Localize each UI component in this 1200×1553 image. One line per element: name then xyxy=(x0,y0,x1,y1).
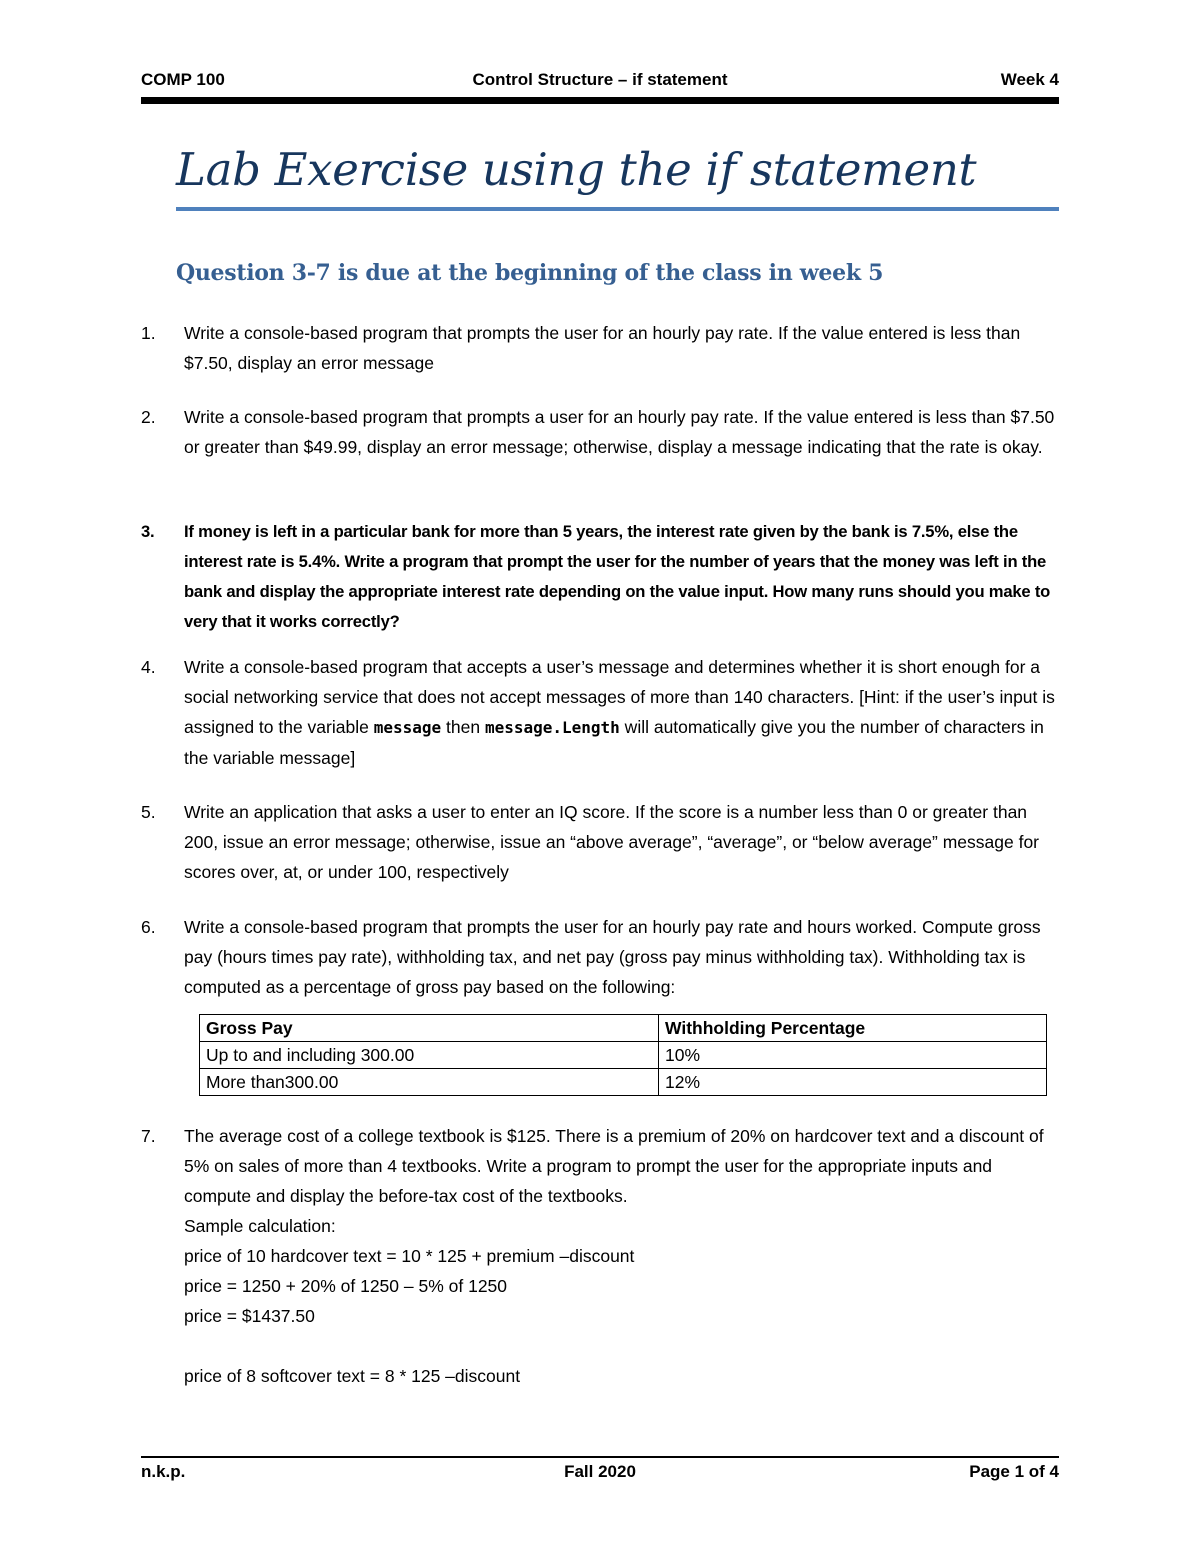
question-number: 6. xyxy=(141,917,156,937)
question-1 xyxy=(141,318,1061,378)
question-text-part: will automatically give you the number of characters in the variable message] xyxy=(184,717,1044,768)
question-text xyxy=(184,652,1061,773)
sample-line: price = 1250 + 20% of 1250 – 5% of 1250 xyxy=(184,1276,508,1296)
question-number: 2. xyxy=(141,407,156,427)
question-5 xyxy=(141,797,1061,887)
table-row xyxy=(200,1069,1047,1096)
question-4 xyxy=(141,652,1061,773)
header-course: COMP 100 xyxy=(141,70,225,89)
spacer xyxy=(184,1331,1061,1361)
title-underline xyxy=(176,207,1059,211)
due-notice-heading: Question 3-7 is due at the beginning of the class in week 5 xyxy=(176,260,884,286)
page-footer xyxy=(141,1462,1059,1488)
sample-line: price of 8 softcover text = 8 * 125 –discount xyxy=(184,1366,521,1386)
question-text: Write an application that asks a user to enter an IQ score. If the score is a number less than 0 or greater than 200, issue an error message; otherwise, issue an “above average”, “average”, or “below average” message for scores over, at, or under 100, respectively xyxy=(184,802,1040,882)
question-7 xyxy=(141,1121,1061,1391)
sample-calculation xyxy=(184,1211,1061,1391)
question-3 xyxy=(141,517,1061,637)
question-text: If money is left in a particular bank for more than 5 years, the interest rate given by the bank is 7.5%, else the interest rate is 5.4%. Write a program that prompt the user for the number of years that the money was left in the bank and display the appropriate interest rate depending on the value input. How many runs should you make to very that it works correctly? xyxy=(184,522,1051,631)
table-row xyxy=(200,1042,1047,1069)
question-text: Write a console-based program that prompts the user for an hourly pay rate and hours worked. Compute gross pay (hours times pay rate), withholding tax, and net pay (gross pay minus withholding tax). Withholding tax is computed as a percentage of gross pay based on the following: xyxy=(184,917,1041,997)
page-title: Lab Exercise using the if statement xyxy=(176,143,977,196)
withholding-table xyxy=(199,1014,1047,1096)
question-2 xyxy=(141,402,1061,462)
question-text-part: then xyxy=(441,717,485,737)
question-text: Write a console-based program that prompts a user for an hourly pay rate. If the value entered is less than $7.50 or greater than $49.99, display an error message; otherwise, display a message indicating that the rate is okay. xyxy=(184,407,1055,457)
sample-line: price = $1437.50 xyxy=(184,1306,315,1326)
header-rule xyxy=(141,97,1059,104)
table-header-cell: Gross Pay xyxy=(200,1015,659,1042)
question-6 xyxy=(141,912,1061,1002)
question-text: Write a console-based program that prompts the user for an hourly pay rate. If the value entered is less than $7.50, display an error message xyxy=(184,323,1021,373)
sample-label: Sample calculation: xyxy=(184,1216,336,1236)
table-cell: More than300.00 xyxy=(200,1069,659,1096)
sample-line: price of 10 hardcover text = 10 * 125 + premium –discount xyxy=(184,1246,635,1266)
footer-term: Fall 2020 xyxy=(564,1462,636,1481)
table-header-row xyxy=(200,1015,1047,1042)
table-cell: 12% xyxy=(659,1069,1047,1096)
header-topic: Control Structure – if statement xyxy=(472,70,728,89)
question-number: 4. xyxy=(141,657,156,677)
question-number: 7. xyxy=(141,1126,156,1146)
page-header xyxy=(141,70,1059,96)
question-number: 5. xyxy=(141,802,156,822)
footer-author: n.k.p. xyxy=(141,1462,186,1481)
table-header-cell: Withholding Percentage xyxy=(659,1015,1047,1042)
footer-page-number: Page 1 of 4 xyxy=(969,1462,1059,1481)
question-text-part: Write a console-based program that accepts a user’s message and determines whether it is short enough for a social networking service that does not accept messages of more than 140 characters. [Hint: if the user’s input is assigned to the variable xyxy=(184,657,1055,737)
header-week: Week 4 xyxy=(1000,70,1059,89)
table-cell: 10% xyxy=(659,1042,1047,1069)
code-message-length: message.Length xyxy=(484,718,620,737)
question-number: 3. xyxy=(141,522,155,541)
footer-rule xyxy=(141,1456,1059,1458)
question-text: The average cost of a college textbook is $125. There is a premium of 20% on hardcover text and a discount of 5% on sales of more than 4 textbooks. Write a program to prompt the user for the appropriate inputs and compute and display the before-tax cost of the textbooks. xyxy=(184,1126,1044,1206)
table-cell: Up to and including 300.00 xyxy=(200,1042,659,1069)
code-variable-message: message xyxy=(373,718,442,737)
question-number: 1. xyxy=(141,323,156,343)
